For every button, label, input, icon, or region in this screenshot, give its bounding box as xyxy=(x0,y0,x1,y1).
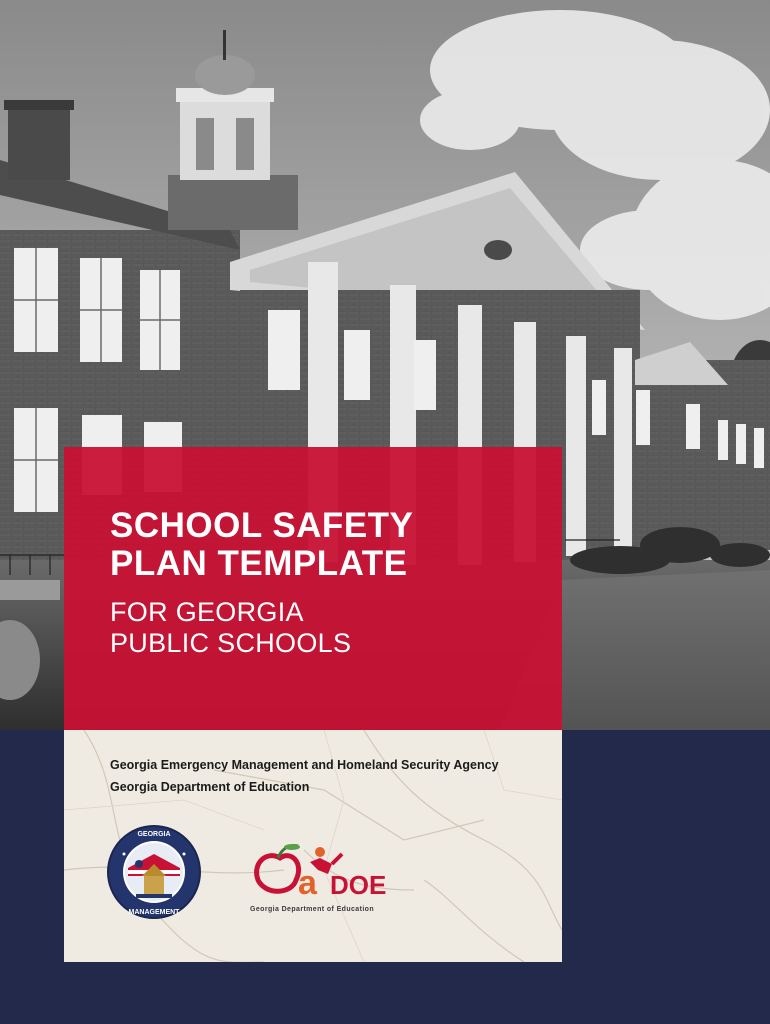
gadoe-caption: Georgia Department of Education xyxy=(250,906,375,913)
agency-gemhsa: Georgia Emergency Management and Homeland Security Agency xyxy=(110,758,499,772)
svg-text:DOE: DOE xyxy=(330,870,387,900)
svg-text:GEORGIA: GEORGIA xyxy=(137,831,171,838)
svg-text:a: a xyxy=(298,864,317,902)
title-panel xyxy=(64,447,562,730)
gemhsa-seal-icon xyxy=(106,824,202,920)
subtitle xyxy=(110,597,562,659)
agency-gadoe: Georgia Department of Education xyxy=(110,780,310,794)
title-line-1: SCHOOL SAFETY xyxy=(110,506,414,545)
title-line-2: PLAN TEMPLATE xyxy=(110,544,408,583)
subtitle-line-2: PUBLIC SCHOOLS xyxy=(110,628,352,658)
subtitle-line-1: FOR GEORGIA xyxy=(110,597,304,627)
svg-text:MANAGEMENT: MANAGEMENT xyxy=(128,909,180,916)
map-panel xyxy=(64,730,562,962)
